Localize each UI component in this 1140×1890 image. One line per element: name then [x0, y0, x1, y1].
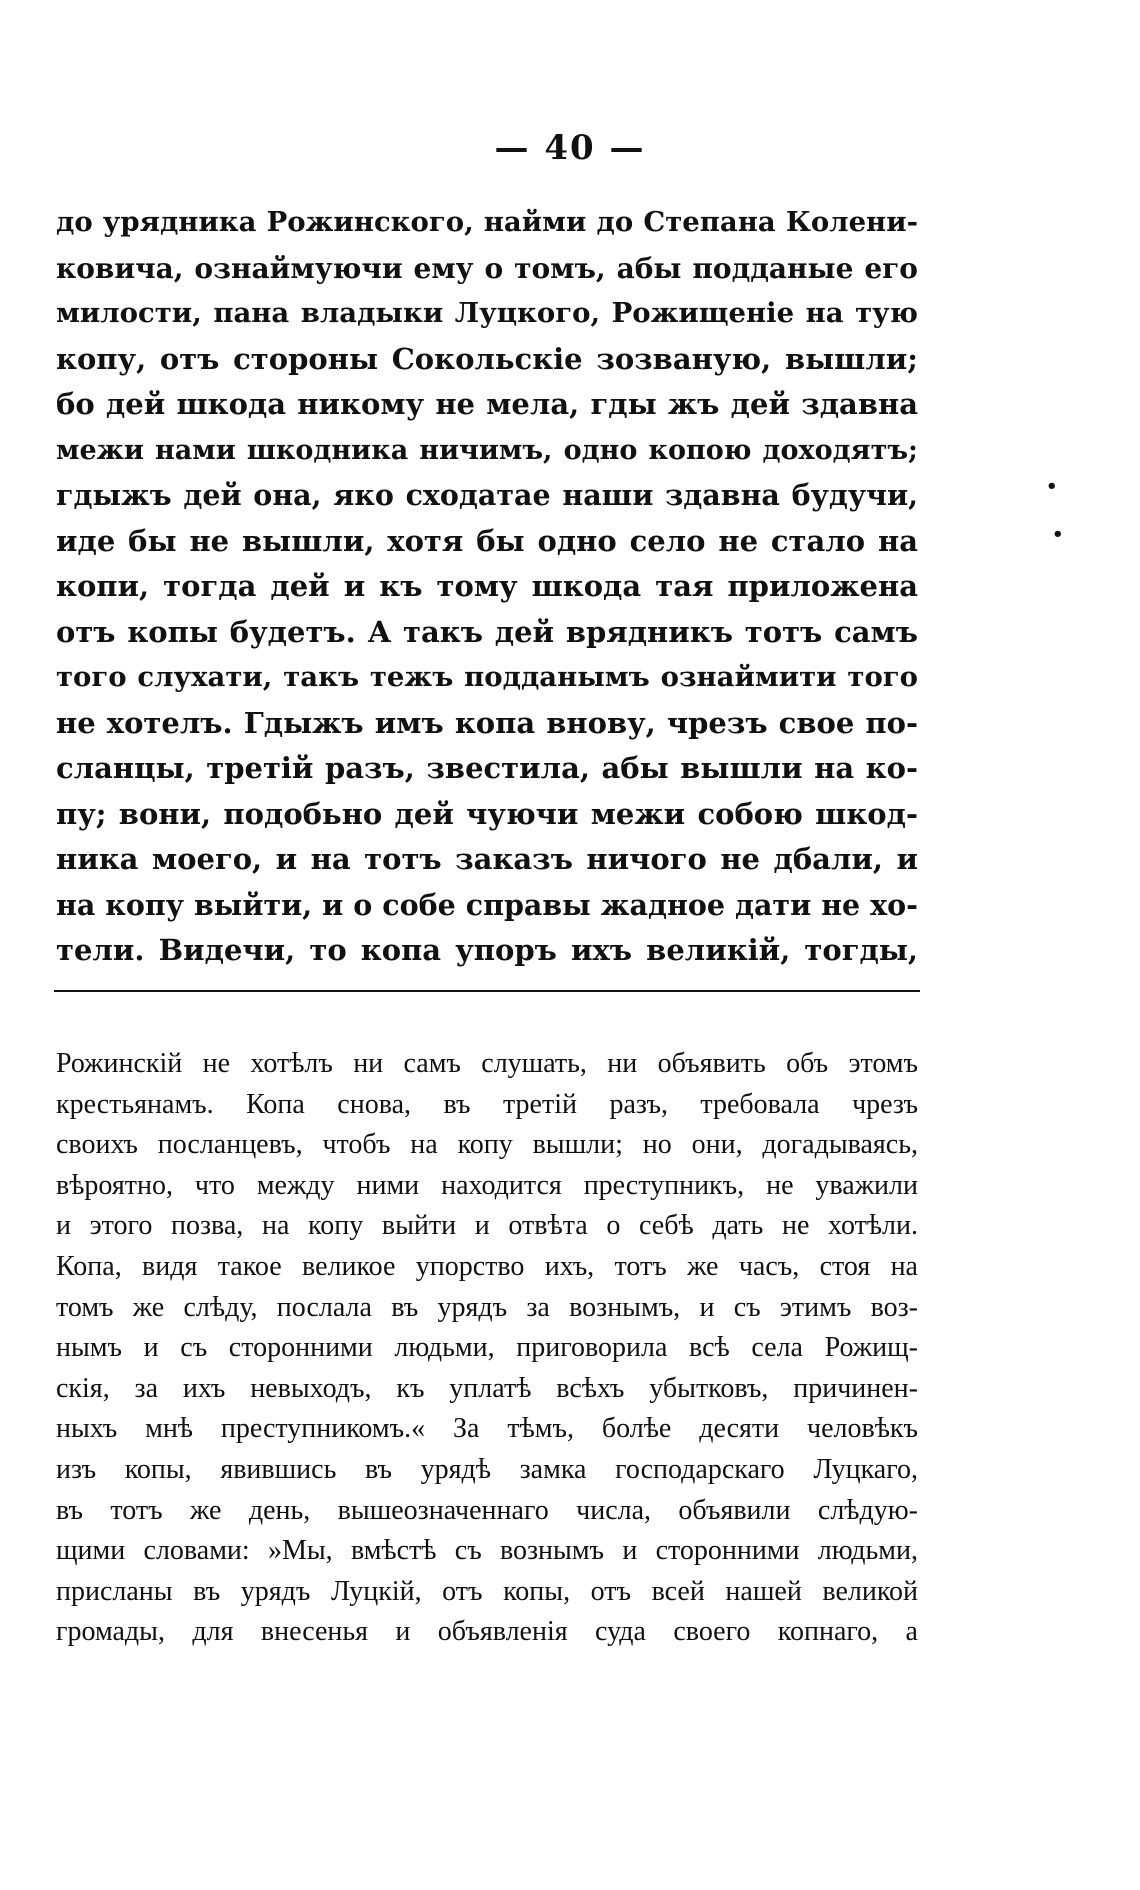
original-text-line: копу, отъ стороны Сокольскіе зозваную, вышли; [56, 341, 918, 376]
translation-text-line: Рожинскій не хотѣлъ ни самъ слушать, ни объявить объ этомъ [56, 1048, 918, 1079]
original-text-line: гдыжъ дей она, яко сходатае наши здавна будучи, [56, 478, 918, 512]
translation-text-line: Копа, видя такое великое упорство ихъ, тотъ же часъ, стоя на [56, 1250, 918, 1282]
original-text-line: отъ копы будетъ. А такъ дей врядникъ тотъ самъ [56, 614, 918, 649]
translation-text-line: своихъ посланцевъ, чтобъ на копу вышли; но они, догадываясь, [56, 1129, 918, 1161]
original-text-line: пу; вони, подобьно дей чуючи межи собою шкод- [56, 796, 918, 831]
page-number: — 40 — [494, 128, 646, 168]
original-text-line: на копу выйти, и о собе справы жадное дати не хо- [56, 887, 918, 922]
original-text-line: тели. Видечи, то копа упоръ ихъ великій, тогды, [56, 933, 918, 967]
translation-text-line: изъ копы, явившись въ урядѣ замка господарскаго Луцкаго, [56, 1453, 918, 1485]
margin-dot-mark: • [1052, 524, 1064, 545]
translation-text-line: присланы въ урядъ Луцкій, отъ копы, отъ всей нашей великой [56, 1575, 918, 1607]
original-text-line: не хотелъ. Гдыжъ имъ копа внову, чрезъ свое по- [56, 705, 918, 740]
original-text-line: межи нами шкодника ничимъ, одно копою доходятъ; [56, 434, 918, 466]
translation-text-block [56, 1044, 918, 1653]
translation-text-line: нымъ и съ сторонними людьми, приговорила всѣ села Рожищ- [56, 1332, 918, 1364]
margin-dot-mark: • [1046, 476, 1058, 497]
translation-text-line: томъ же слѣду, послала въ урядъ за вознымъ, и съ этимъ воз- [56, 1291, 918, 1323]
original-text-line: ковича, ознаймуючи ему о томъ, абы подданые его [56, 251, 918, 285]
original-text-line: сланцы, третій разъ, звестила, абы вышли на ко- [56, 751, 918, 785]
translation-text-line: крестьянамъ. Копа снова, въ третій разъ, требовала чрезъ [56, 1088, 918, 1120]
translation-text-line: щими словами: »Мы, вмѣстѣ съ вознымъ и сторонними людьми, [56, 1535, 918, 1567]
original-text-line: копи, тогда дей и къ тому шкода тая приложена [56, 569, 918, 603]
translation-text-line: громады, для внесенья и объявленія суда своего копнаго, а [56, 1616, 918, 1648]
translation-text-line: вѣроятно, что между ними находится преступникъ, не уважили [56, 1169, 918, 1201]
translation-text-line: ныхъ мнѣ преступникомъ.« За тѣмъ, болѣе десяти человѣкъ [56, 1413, 918, 1445]
original-text-line: до урядника Рожинского, найми до Степана Колени- [56, 206, 918, 238]
original-text-line: ника моего, и на тотъ заказъ ничого не дбали, и [56, 842, 918, 876]
translation-text-line: и этого позва, на копу выйти и отвѣта о себѣ дать не хотѣли. [56, 1210, 918, 1242]
footnote-divider [54, 990, 920, 992]
translation-text-line: въ тотъ же день, вышеозначеннаго числа, объявили слѣдую- [56, 1494, 918, 1526]
original-text-block [56, 200, 918, 974]
translation-text-line: скія, за ихъ невыходъ, къ уплатѣ всѣхъ убытковъ, причинен- [56, 1372, 918, 1404]
original-text-line: того слухати, такъ тежъ подданымъ ознаймити того [56, 661, 918, 693]
original-text-line: бо дей шкода никому не мела, гды жъ дей здавна [56, 387, 918, 421]
original-text-line: иде бы не вышли, хотя бы одно село не стало на [56, 523, 918, 558]
original-text-line: милости, пана владыки Луцкого, Рожищеніе на тую [56, 297, 918, 329]
